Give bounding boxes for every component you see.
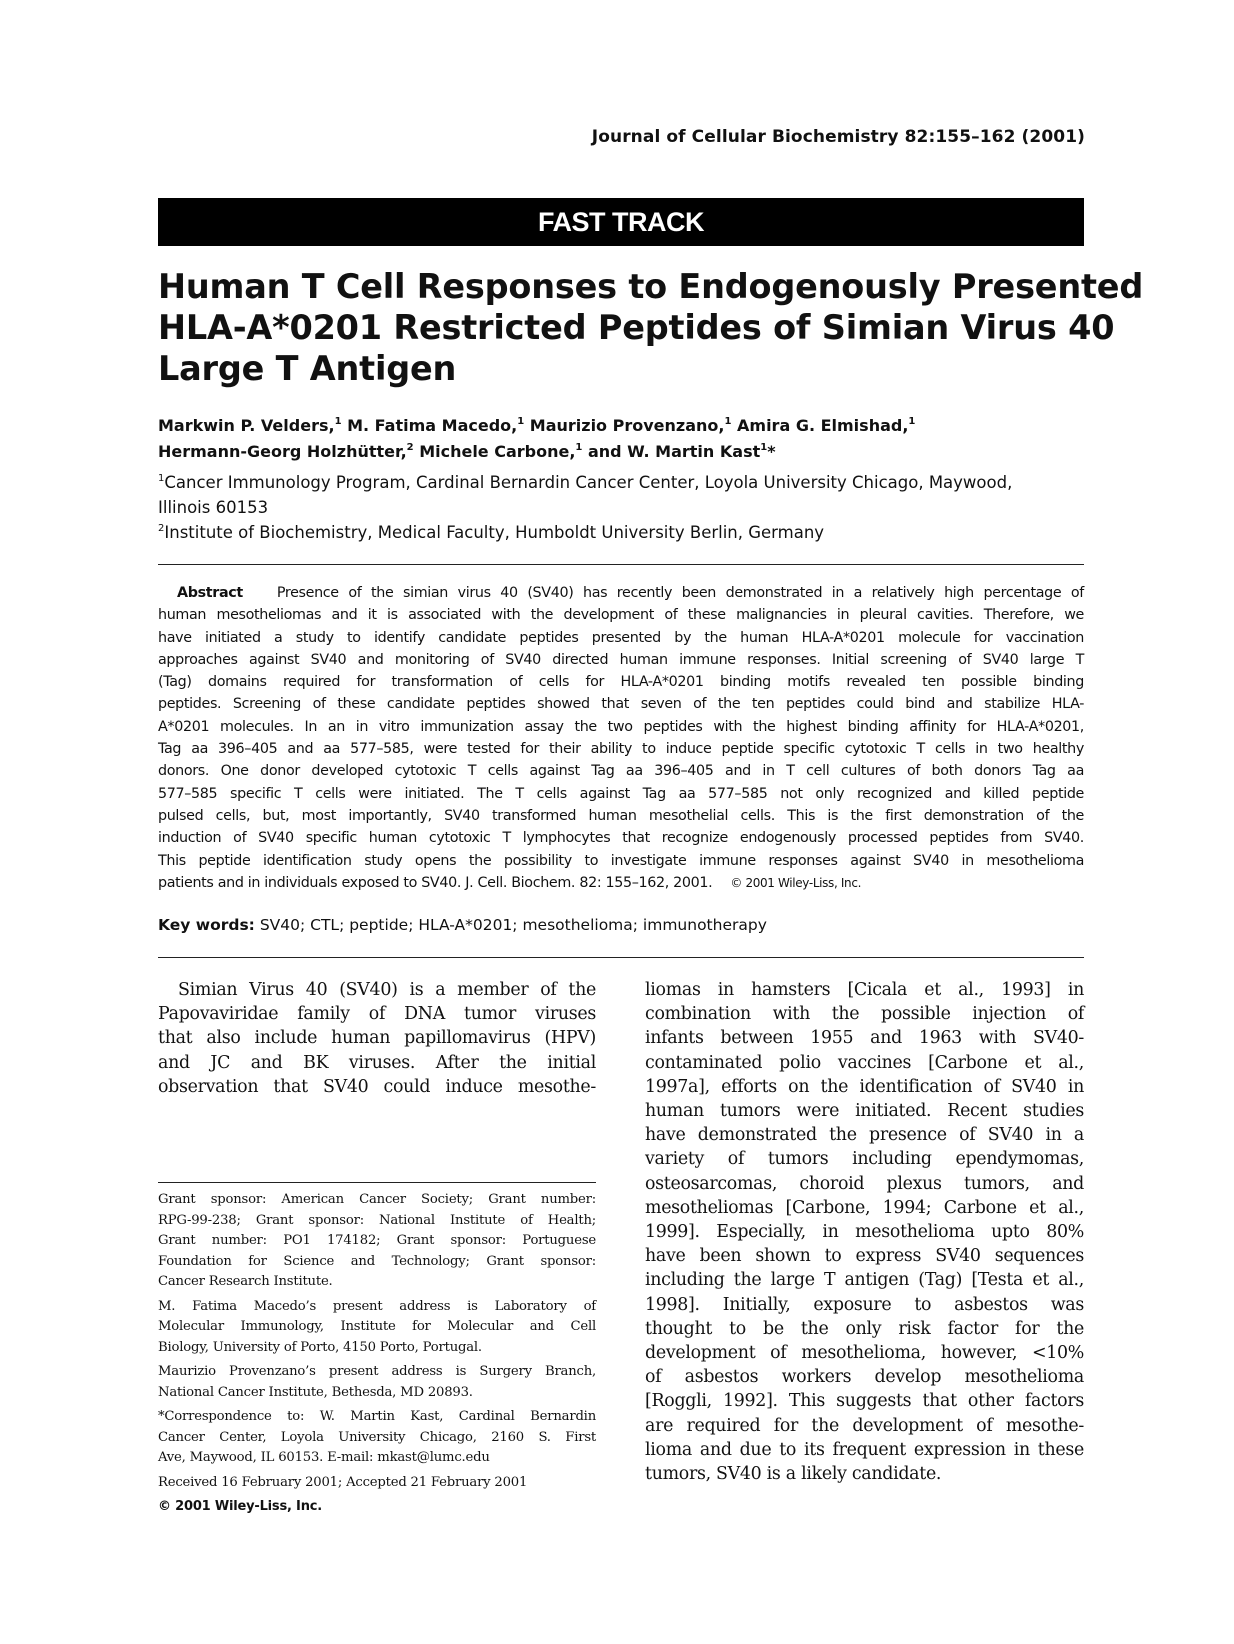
abstract-line — [158, 872, 1084, 894]
footnote-macedo — [158, 1297, 596, 1359]
body-line: Papovaviridae family of DNA tumor viruses — [158, 1004, 596, 1025]
body-line: are required for the development of mesothe- — [645, 1415, 1084, 1436]
footnote-line: Cancer Center, Loyola University Chicago, 2160 S. First — [158, 1429, 596, 1445]
author-kast: and W. Martin Kast — [587, 442, 761, 461]
abstract-line: induction of SV40 specific human cytotoxic T lymphocytes that recognize endogenously processed peptides from SV40. — [158, 830, 1084, 847]
abstract-line: human mesotheliomas and it is associated with the development of these malignancies in pleural cavities. Therefore, we — [158, 607, 1084, 624]
divider — [158, 564, 1084, 565]
author-elmishad: Amira G. Elmishad, — [737, 416, 909, 435]
author-holzhutter: Hermann-Georg Holzhütter, — [158, 442, 407, 461]
body-line: have demonstrated the presence of SV40 in a — [645, 1125, 1084, 1146]
footnote-provenzano — [158, 1362, 596, 1403]
abstract-line: peptides. Screening of these candidate peptides showed that seven of the ten peptides could bind and stabilize HLA- — [158, 696, 1084, 713]
body-line: 1997a], efforts on the identification of SV40 in — [645, 1076, 1084, 1097]
footnote-line: Grant number: PO1 174182; Grant sponsor: Portuguese — [158, 1233, 596, 1248]
title-line: Large T Antigen — [158, 349, 457, 388]
author-velders: Markwin P. Velders, — [158, 416, 335, 435]
affiliation-text: Cancer Immunology Program, Cardinal Bernardin Cancer Center, Loyola University Chicago, Maywood, — [164, 473, 1013, 492]
abstract-line: This peptide identification study opens the possibility to investigate immune responses against SV40 in mesothelioma — [158, 852, 1084, 869]
article-title — [158, 266, 1144, 389]
footnote-line: Foundation for Science and Technology; Grant sponsor: — [158, 1253, 596, 1269]
footnote-line: RPG-99-238; Grant sponsor: National Institute of Health; — [158, 1212, 596, 1228]
footnote-line: Biology, University of Porto, 4150 Porto, Portugal. — [158, 1339, 482, 1355]
abstract-line: (Tag) domains required for transformation of cells for HLA-A*0201 binding motifs revealed ten possible binding — [158, 674, 1084, 691]
abstract-text: patients and in individuals exposed to SV40. J. Cell. Biochem. 82: 155–162, 2001. — [158, 874, 713, 891]
body-line: have been shown to express SV40 sequences — [645, 1246, 1084, 1267]
affiliation-marker: 1 — [760, 442, 768, 453]
body-line: observation that SV40 could induce mesothe- — [158, 1076, 596, 1097]
affiliation-marker: 1 — [908, 416, 916, 427]
footnote-line: National Cancer Institute, Bethesda, MD 20893. — [158, 1384, 473, 1400]
abstract-line — [158, 582, 1084, 604]
body-line: human tumors were initiated. Recent studies — [645, 1101, 1084, 1122]
affiliations — [158, 470, 1084, 545]
keywords-text: SV40; CTL; peptide; HLA-A*0201; mesothelioma; immunotherapy — [259, 916, 767, 934]
body-line: lioma and due to its frequent expression in these — [645, 1439, 1084, 1460]
affiliation-marker: 1 — [334, 416, 342, 427]
affiliation-line: Illinois 60153 — [158, 498, 269, 517]
body-line: variety of tumors including ependymomas, — [645, 1149, 1084, 1170]
body-line: liomas in hamsters [Cicala et al., 1993] in — [645, 980, 1084, 1000]
body-line: of asbestos workers develop mesothelioma — [645, 1367, 1084, 1388]
abstract-copyright: © 2001 Wiley-Liss, Inc. — [730, 875, 862, 890]
footnote-line: M. Fatima Macedo’s present address is Laboratory of — [158, 1298, 596, 1314]
footnote-line: Grant sponsor: American Cancer Society; Grant number: — [158, 1192, 596, 1207]
abstract-line: pulsed cells, but, most importantly, SV40 transformed human mesothelial cells. This is the first demonstration of the — [158, 807, 1084, 824]
body-column-left — [158, 978, 596, 1099]
footnote-line: *Correspondence to: W. Martin Kast, Cardinal Bernardin — [158, 1409, 596, 1424]
footnote-correspondence — [158, 1407, 596, 1469]
body-line: osteosarcomas, choroid plexus tumors, and — [645, 1173, 1084, 1194]
abstract-heading: Abstract — [177, 585, 243, 601]
body-line: development of mesothelioma, however, <10% — [645, 1343, 1084, 1364]
footnote-line: Received 16 February 2001; Accepted 21 February 2001 — [158, 1474, 528, 1490]
footnote-received — [158, 1473, 596, 1494]
author-line — [158, 439, 1084, 465]
body-line: that also include human papillomavirus (HPV) — [158, 1028, 596, 1049]
body-line: combination with the possible injection of — [645, 1004, 1084, 1025]
title-line: Human T Cell Responses to Endogenously Presented — [158, 267, 1144, 306]
footnote-divider — [158, 1182, 596, 1183]
footnotes — [158, 1190, 596, 1518]
affiliation-marker: 2 — [406, 442, 414, 453]
author-provenzano: Maurizio Provenzano, — [529, 416, 725, 435]
journal-reference: Journal of Cellular Biochemistry 82:155–162 (2001) — [591, 127, 1085, 147]
affiliation-marker: 1 — [517, 416, 525, 427]
abstract-line: donors. One donor developed cytotoxic T cells against Tag aa 396–405 and in T cell cultures of both donors Tag aa — [158, 763, 1084, 780]
affiliation-marker: 1 — [575, 442, 583, 453]
body-line: thought to be the only risk factor for the — [645, 1318, 1084, 1339]
body-line: Simian Virus 40 (SV40) is a member of the — [178, 980, 596, 1000]
abstract — [158, 582, 1084, 894]
section-banner — [158, 198, 1084, 246]
body-line: infants between 1955 and 1963 with SV40- — [645, 1028, 1084, 1049]
title-line: HLA-A*0201 Restricted Peptides of Simian Virus 40 — [158, 308, 1115, 347]
section-banner-label: FAST TRACK — [538, 206, 704, 237]
body-line: mesotheliomas [Carbone, 1994; Carbone et al., — [645, 1197, 1084, 1218]
footnote-line: Molecular Immunology, Institute for Molecular and Cell — [158, 1319, 596, 1334]
affiliation-number: 2 — [158, 523, 165, 534]
affiliation-marker: 1 — [724, 416, 732, 427]
footnote-line: Cancer Research Institute. — [158, 1274, 333, 1289]
abstract-line: have initiated a study to identify candidate peptides presented by the human HLA-A*0201 molecule for vaccination — [158, 629, 1084, 646]
body-line: contaminated polio vaccines [Carbone et al., — [645, 1052, 1084, 1073]
abstract-text: Presence of the simian virus 40 (SV40) has recently been demonstrated in a relatively high percentage of — [276, 585, 1084, 601]
footnote-grant — [158, 1190, 596, 1293]
abstract-line: approaches against SV40 and monitoring of SV40 directed human immune responses. Initial screening of SV40 large T — [158, 651, 1084, 668]
footnote-line: Maurizio Provenzano’s present address is Surgery Branch, — [158, 1364, 596, 1379]
author-line — [158, 413, 1084, 439]
body-column-right — [645, 978, 1084, 1486]
divider — [158, 957, 1084, 958]
footnote-copyright: © 2001 Wiley-Liss, Inc. — [158, 1499, 322, 1514]
author-carbone: Michele Carbone, — [419, 442, 576, 461]
corresponding-marker: * — [767, 442, 776, 461]
abstract-line: Tag aa 396–405 and aa 577–585, were tested for their ability to induce peptide specific cytotoxic T cells in two healthy — [158, 741, 1084, 758]
affiliation-text: Institute of Biochemistry, Medical Faculty, Humboldt University Berlin, Germany — [164, 523, 825, 542]
footnote-line: Ave, Maywood, IL 60153. E-mail: mkast@lumc.edu — [158, 1450, 490, 1465]
body-line: including the large T antigen (Tag) [Testa et al., — [645, 1270, 1084, 1291]
keywords-label: Key words: — [158, 916, 255, 934]
abstract-line: A*0201 molecules. In an in vitro immunization assay the two peptides with the highest binding affinity for HLA-A*0201, — [158, 718, 1084, 735]
body-line: 1999]. Especially, in mesothelioma upto 80% — [645, 1222, 1084, 1243]
author-list — [158, 413, 1084, 465]
body-line: [Roggli, 1992]. This suggests that other factors — [645, 1391, 1084, 1412]
affiliation-line — [158, 520, 1084, 545]
affiliation-number: 1 — [158, 473, 165, 484]
body-line: and JC and BK viruses. After the initial — [158, 1052, 596, 1073]
body-line: tumors, SV40 is a likely candidate. — [645, 1464, 942, 1485]
affiliation-line — [158, 470, 1084, 495]
author-macedo: M. Fatima Macedo, — [347, 416, 518, 435]
abstract-line: 577–585 specific T cells were initiated. The T cells against Tag aa 577–585 not only recognized and killed peptide — [158, 785, 1084, 802]
body-line: 1998]. Initially, exposure to asbestos was — [645, 1294, 1084, 1315]
keywords — [158, 916, 767, 934]
